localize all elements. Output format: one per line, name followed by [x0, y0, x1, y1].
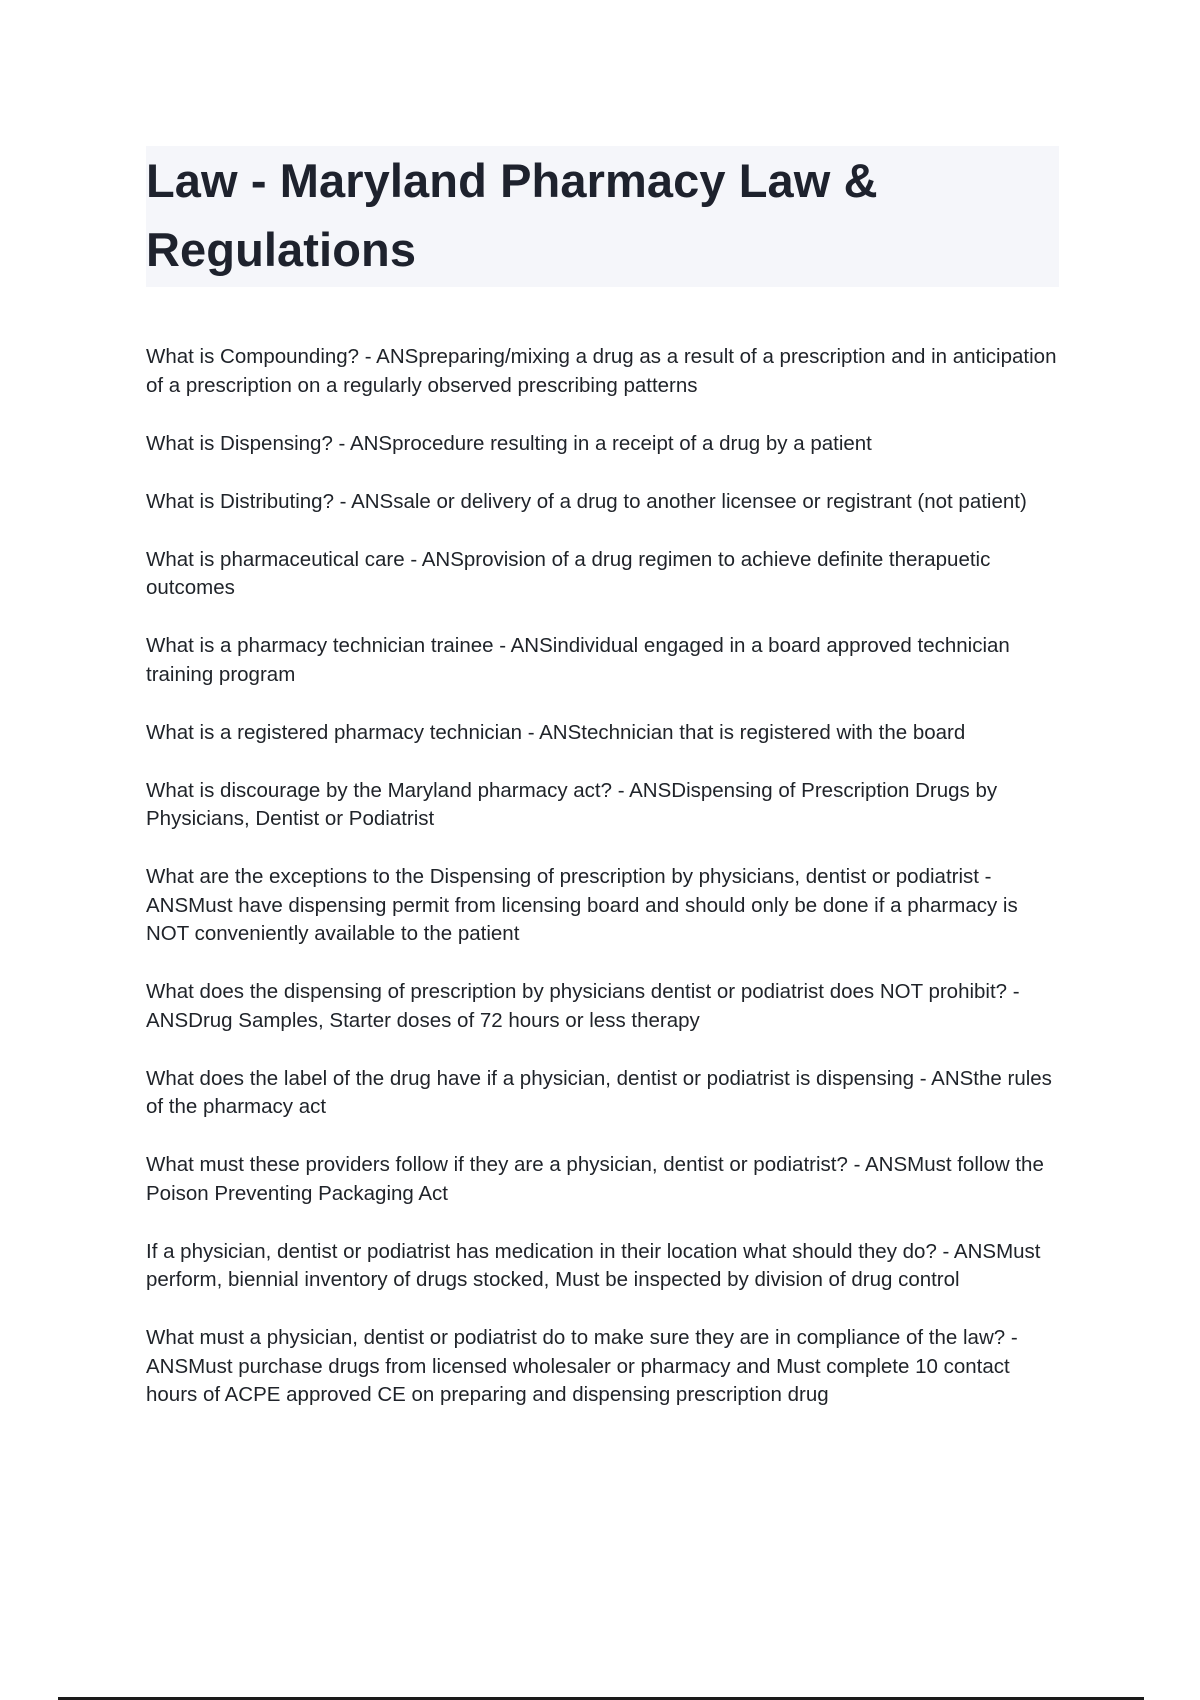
- qa-item-poison-packaging: What must these providers follow if they are a physician, dentist or podiatrist? - ANSMust follow the Poison Preventing Packaging Act: [146, 1153, 1044, 1205]
- qa-item-compounding: What is Compounding? - ANSpreparing/mixing a drug as a result of a prescription and in anticipation of a prescription on a regularly observed prescribing patterns: [146, 345, 1057, 397]
- qa-list: [146, 343, 1066, 1439]
- qa-item-compliance: What must a physician, dentist or podiatrist do to make sure they are in compliance of the law? - ANSMust purchase drugs from licensed wholesaler or pharmacy and Must complete 10 contact hours of ACPE approved CE on preparing and dispensing prescription drug: [146, 1326, 1018, 1406]
- qa-item-pharmaceutical-care: What is pharmaceutical care - ANSprovision of a drug regimen to achieve definite therapuetic outcomes: [146, 547, 991, 599]
- qa-item-medication-on-site: If a physician, dentist or podiatrist has medication in their location what should they do? - ANSMust perform, biennial inventory of drugs stocked, Must be inspected by division of drug control: [146, 1239, 1041, 1291]
- qa-item-distributing: What is Distributing? - ANSsale or delivery of a drug to another licensee or registrant (not patient): [146, 489, 1027, 513]
- qa-item-registered-technician: What is a registered pharmacy technician - ANStechnician that is registered with the board: [146, 720, 966, 744]
- document-title: Law - Maryland Pharmacy Law & Regulations: [146, 154, 878, 276]
- qa-item-dispensing: What is Dispensing? - ANSprocedure resulting in a receipt of a drug by a patient: [146, 431, 872, 455]
- qa-item-dispensing-exceptions: What are the exceptions to the Dispensing of prescription by physicians, dentist or podiatrist - ANSMust have dispensing permit from licensing board and should only be done if a pharmacy is NOT conveniently available to the patient: [146, 865, 1018, 945]
- qa-item-not-prohibited: What does the dispensing of prescription by physicians dentist or podiatrist does NOT prohibit? - ANSDrug Samples, Starter doses of 72 hours or less therapy: [146, 980, 1020, 1032]
- qa-item-technician-trainee: What is a pharmacy technician trainee - ANSindividual engaged in a board approved technician training program: [146, 634, 1010, 686]
- qa-item-drug-label: What does the label of the drug have if a physician, dentist or podiatrist is dispensing - ANSthe rules of the pharmacy act: [146, 1066, 1052, 1118]
- title-banner: [146, 146, 1059, 287]
- qa-item-discouraged-practice: What is discourage by the Maryland pharmacy act? - ANSDispensing of Prescription Drugs by Physicians, Dentist or Podiatrist: [146, 778, 998, 830]
